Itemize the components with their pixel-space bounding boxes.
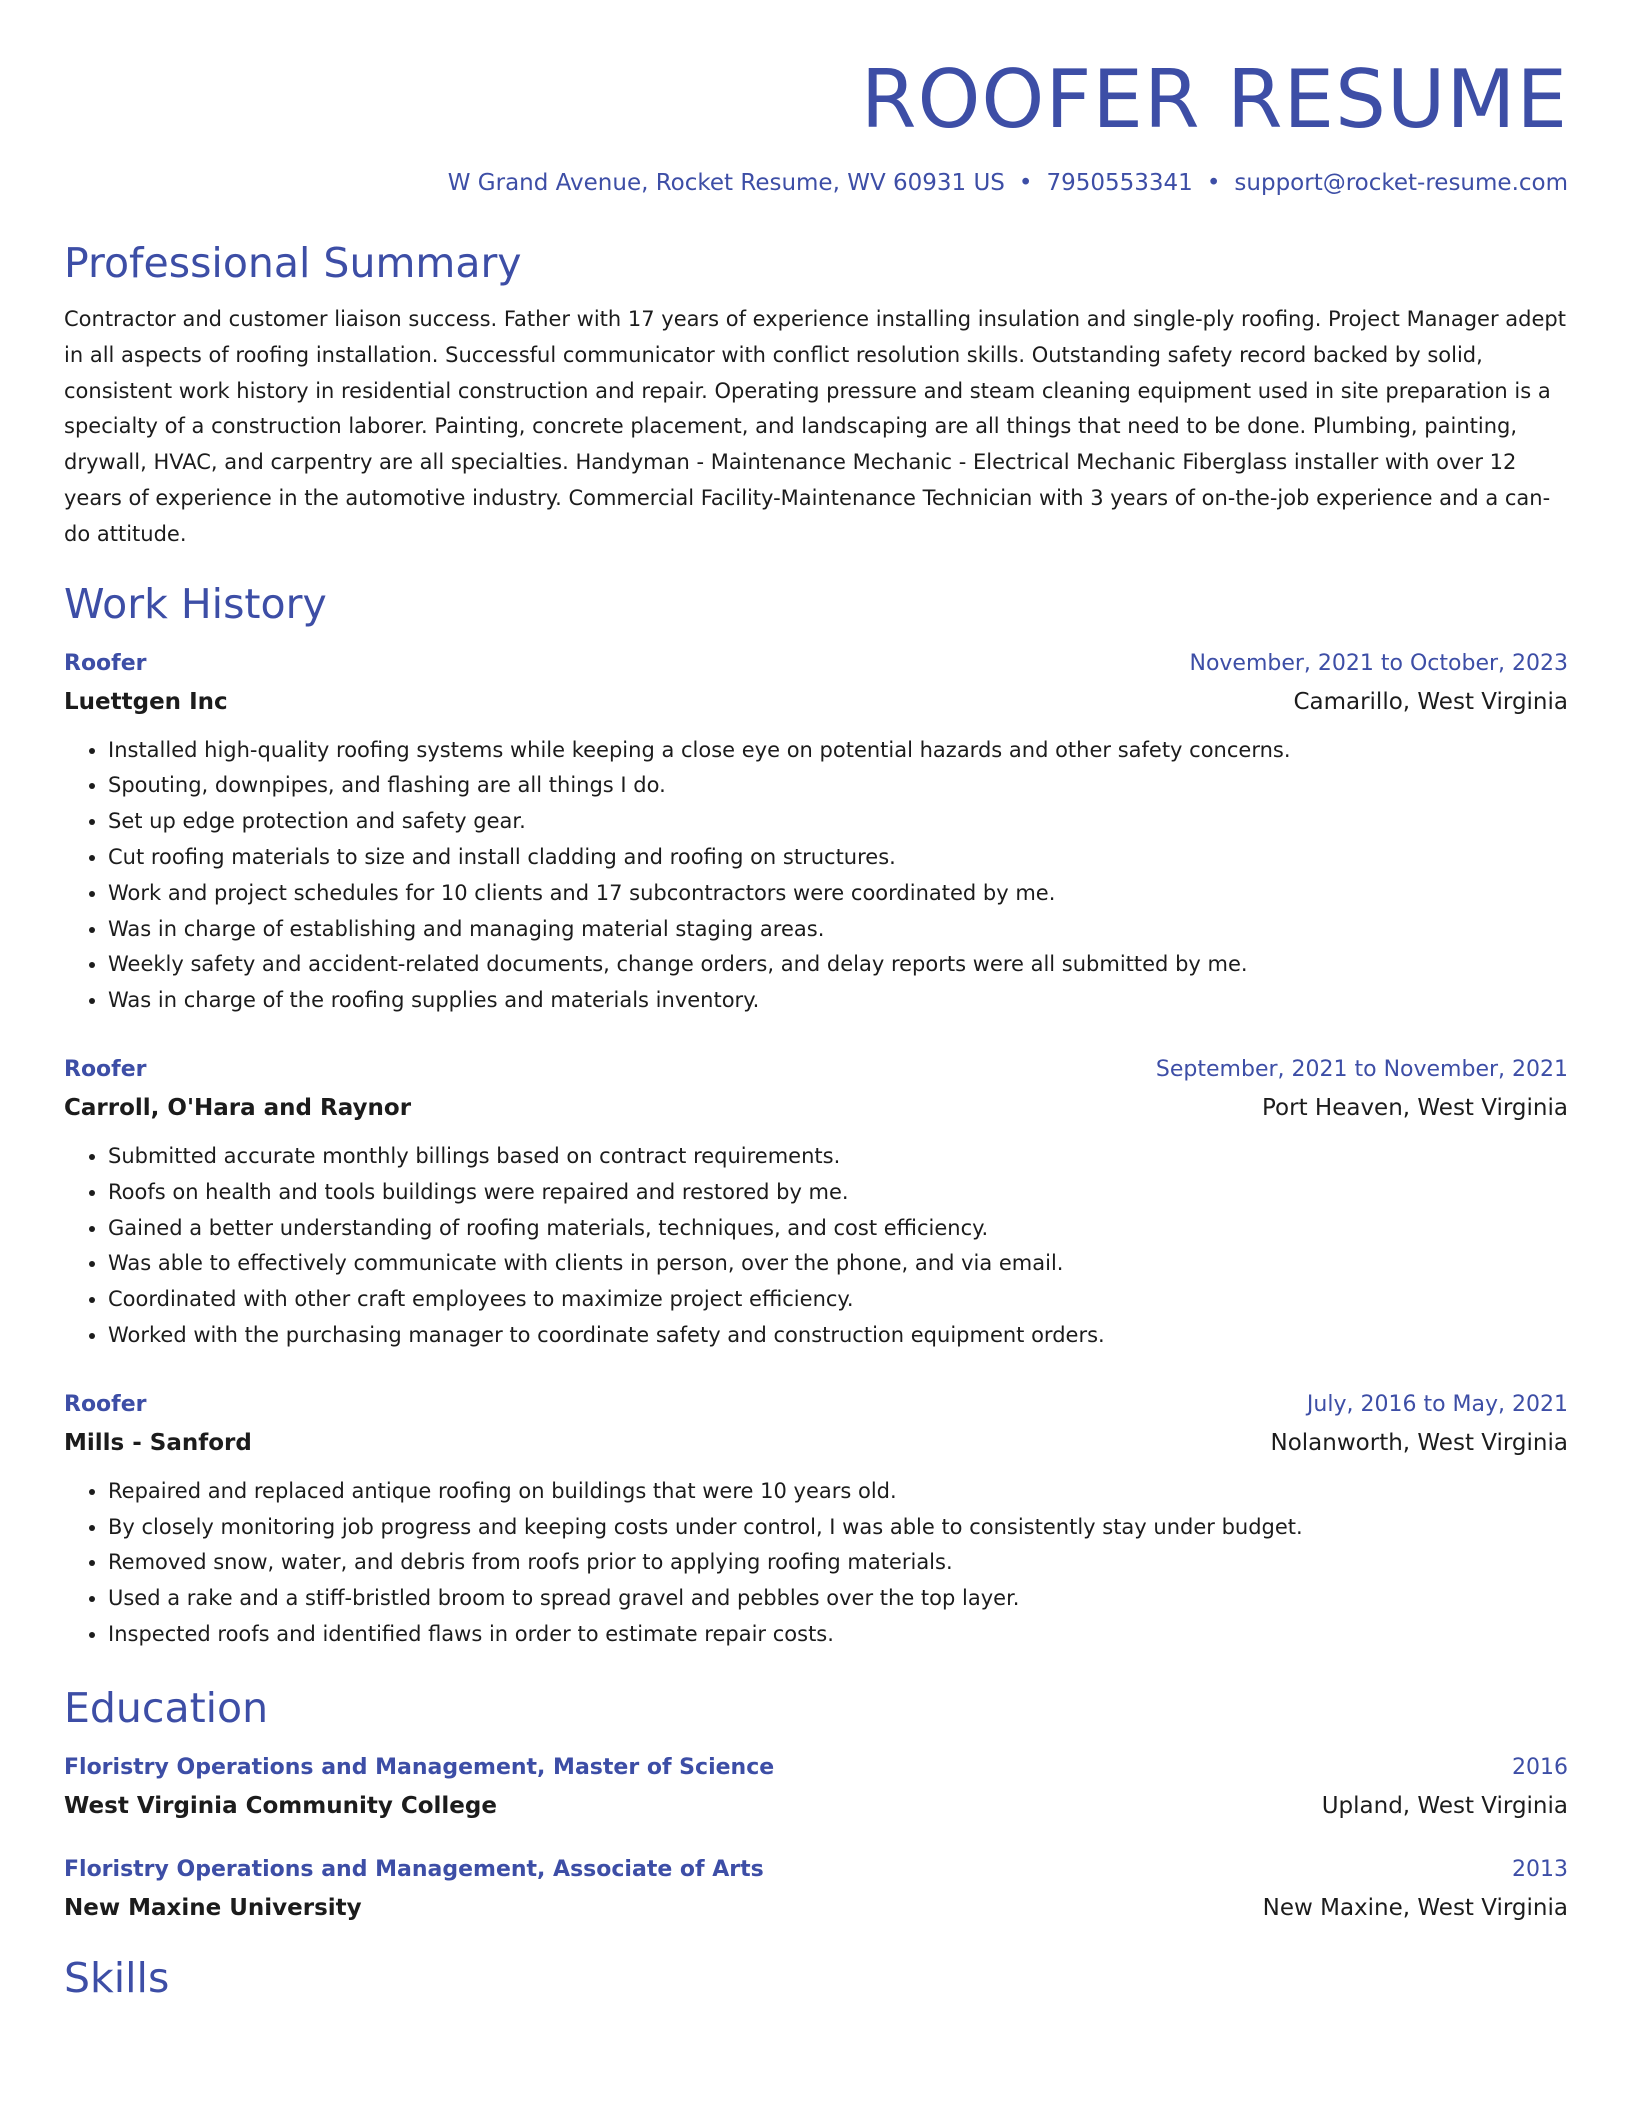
job-company-row [64, 687, 1568, 717]
education-school-row [64, 1893, 1568, 1923]
job-title-row [64, 1055, 1568, 1085]
education-entry [64, 1753, 1568, 1821]
education-location: New Maxine, West Virginia [1262, 1894, 1568, 1921]
job-bullet: • Was able to effectively communicate with clients in person, over the phone, and via email. [108, 1246, 1568, 1282]
job-bullet: • Gained a better understanding of roofing materials, techniques, and cost efficiency. [108, 1211, 1568, 1247]
job-bullets [64, 733, 1568, 1019]
job-bullet: • Was in charge of establishing and managing material staging areas. [108, 912, 1568, 948]
job-bullet: • Installed high-quality roofing systems while keeping a close eye on potential hazards and other safety concerns. [108, 733, 1568, 769]
job-entry [64, 649, 1568, 1019]
education-school: West Virginia Community College [64, 1792, 497, 1819]
job-bullet: • Used a rake and a stiff-bristled broom to spread gravel and pebbles over the top layer. [108, 1581, 1568, 1617]
contact-phone: 7950553341 [1046, 170, 1193, 196]
education-degree: Floristry Operations and Management, Associate of Arts [64, 1856, 764, 1882]
job-location: Port Heaven, West Virginia [1262, 1094, 1568, 1121]
contact-line [64, 170, 1568, 196]
job-dates: November, 2021 to October, 2023 [1189, 650, 1568, 676]
job-dates: July, 2016 to May, 2021 [1306, 1391, 1568, 1417]
job-bullet: • Work and project schedules for 10 clients and 17 subcontractors were coordinated by me. [108, 876, 1568, 912]
education-school: New Maxine University [64, 1894, 362, 1921]
contact-email: support@rocket-resume.com [1234, 170, 1568, 196]
job-bullet: • Repaired and replaced antique roofing on buildings that were 10 years old. [108, 1474, 1568, 1510]
education-degree-row [64, 1753, 1568, 1783]
summary-heading: Professional Summary [64, 239, 522, 287]
resume-name: ROOFER RESUME [860, 53, 1568, 146]
education-degree: Floristry Operations and Management, Master of Science [64, 1754, 775, 1780]
job-company: Carroll, O'Hara and Raynor [64, 1094, 412, 1121]
job-bullet: • Roofs on health and tools buildings were repaired and restored by me. [108, 1175, 1568, 1211]
job-entry [64, 1390, 1568, 1653]
job-role: Roofer [64, 1391, 147, 1417]
education-year: 2013 [1512, 1856, 1568, 1882]
job-bullets [64, 1139, 1568, 1354]
job-bullets [64, 1474, 1568, 1653]
contact-address: W Grand Avenue, Rocket Resume, WV 60931 US [447, 170, 1005, 196]
job-company: Luettgen Inc [64, 688, 228, 715]
job-dates: September, 2021 to November, 2021 [1155, 1056, 1568, 1082]
education-heading: Education [64, 1683, 269, 1732]
job-company-row [64, 1093, 1568, 1123]
contact-separator: • [1206, 170, 1221, 196]
resume-header [64, 0, 1568, 196]
job-company: Mills - Sanford [64, 1429, 252, 1456]
job-bullet: • Removed snow, water, and debris from roofs prior to applying roofing materials. [108, 1545, 1568, 1581]
job-location: Nolanworth, West Virginia [1270, 1429, 1568, 1456]
job-bullet: • Weekly safety and accident-related documents, change orders, and delay reports were all submitted by me. [108, 947, 1568, 983]
job-bullet: • By closely monitoring job progress and keeping costs under control, I was able to consistently stay under budget. [108, 1510, 1568, 1546]
job-role: Roofer [64, 1056, 147, 1082]
job-company-row [64, 1428, 1568, 1458]
job-location: Camarillo, West Virginia [1293, 688, 1568, 715]
job-role: Roofer [64, 650, 147, 676]
job-bullet: • Submitted accurate monthly billings based on contract requirements. [108, 1139, 1568, 1175]
job-title-row [64, 1390, 1568, 1420]
job-bullet: • Set up edge protection and safety gear. [108, 804, 1568, 840]
education-entry [64, 1855, 1568, 1923]
education-school-row [64, 1791, 1568, 1821]
summary-text: Contractor and customer liaison success. Father with 17 years of experience installing insulation and single-ply roofing. Project Manager adept in all aspects of roofing installation. Successful communicator with conflict resolution skills. Outstanding safety record backed by solid, consistent work history in residential construction and repair. Operating pressure and steam cleaning equipment used in site preparation is a specialty of a construction laborer. Painting, concrete placement, and landscaping are all things that need to be done. Plumbing, painting, drywall, HVAC, and carpentry are all specialties. Handyman - Maintenance Mechanic - Electrical Mechanic Fiberglass installer with over 12 years of experience in the automotive industry. Commercial Facility-Maintenance Technician with 3 years of on-the-job experience and a can-do attitude. [64, 307, 1566, 546]
education-location: Upland, West Virginia [1321, 1792, 1568, 1819]
contact-separator: • [1018, 170, 1033, 196]
job-bullet: • Cut roofing materials to size and install cladding and roofing on structures. [108, 840, 1568, 876]
job-title-row [64, 649, 1568, 679]
job-entry [64, 1055, 1568, 1354]
work-history-heading: Work History [64, 579, 327, 628]
job-bullet: • Was in charge of the roofing supplies and materials inventory. [108, 983, 1568, 1019]
education-degree-row [64, 1855, 1568, 1885]
education-year: 2016 [1512, 1754, 1568, 1780]
skills-heading: Skills [64, 1953, 170, 2002]
job-bullet: • Inspected roofs and identified flaws in order to estimate repair costs. [108, 1617, 1568, 1653]
job-bullet: • Spouting, downpipes, and flashing are all things I do. [108, 768, 1568, 804]
job-bullet: • Coordinated with other craft employees to maximize project efficiency. [108, 1282, 1568, 1318]
job-bullet: • Worked with the purchasing manager to coordinate safety and construction equipment orders. [108, 1318, 1568, 1354]
